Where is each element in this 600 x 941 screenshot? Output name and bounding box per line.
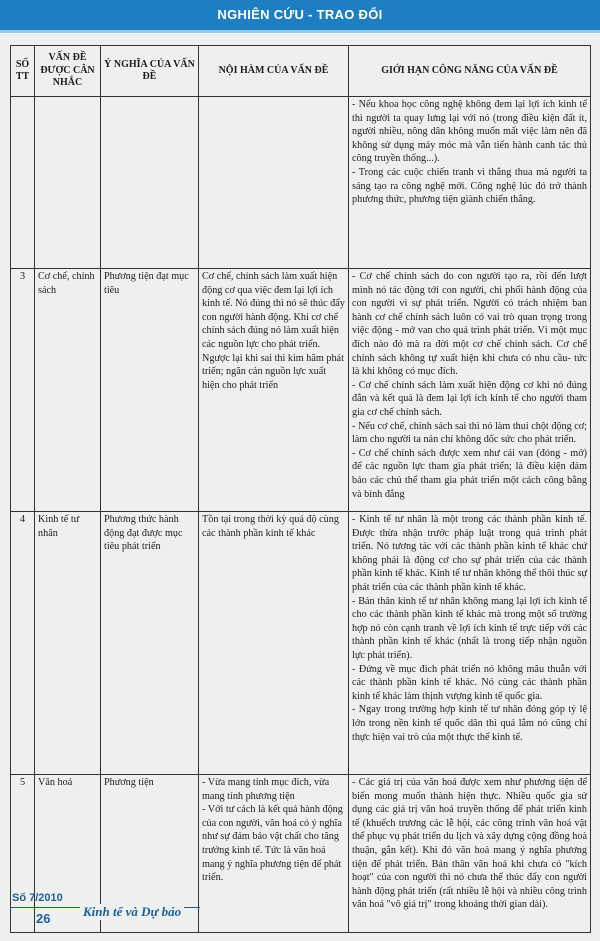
cell-issue: Cơ chế, chính sách	[35, 269, 101, 512]
limit-paragraph: - Cơ chế chính sách được xem như cái van (đóng - mở) để các nguồn lực tham gia phát triển; là điều kiện đảm bảo các chủ thể tham gia phát triển một cách công bằng và bình đẳng	[352, 447, 587, 500]
cell-number: 4	[11, 512, 35, 775]
table-row	[11, 269, 591, 512]
content-line: - Với tư cách là kết quả hành động của con người, văn hoá có ý nghĩa như sự đảm bảo vật chất cho tăng trưởng kinh tế. Tức là văn hoá mang ý nghĩa phương tiện để phát triển.	[202, 804, 343, 884]
limit-paragraph: - Kinh tế tư nhân là một trong các thành phần kinh tế. Được thừa nhận trước pháp luật trong quá trình phát triển. Nó tương tác với các thành phần kinh tế khác chứ không phải là động cơ cho sự phát triển của các thành phần kinh tế khác. Kinh tế tư nhân không thể thôi thúc sự phát triển của các thành phần kinh tế khác.	[352, 514, 587, 593]
cell-limits	[349, 512, 591, 775]
cell-number: 5	[11, 775, 35, 933]
limit-paragraph: - Cơ chế chính sách do con người tạo ra, rồi đến lượt mình nó tác động tới con người, chi phối hành động của con người vì sự phát triển. Người có trách nhiệm ban hành cơ chế chính sách luôn có vai trò quan trọng trong việc động - mở van cho quá trình phát triển. Vì một mục đích nào đó mà ra đời một cơ chế chính sách. Cơ chế chính sách không tự xuất hiện khi chưa có nhu cầu- tức là khi không có mục đích.	[352, 271, 587, 378]
table-row	[11, 512, 591, 775]
limit-paragraph: - Các giá trị của văn hoá được xem như phương tiện để biến mong muốn thành hiện thực. Nhiều quốc gia sử dụng các giá trị văn hoá truyền thống để phát triển kinh tế (khuếch trương các lễ hội, các công trình văn hoá vật thể phục vụ phát triển du lịch và xây dựng cộng đồng hoà thuận, gắn kết). Khi đó văn hoá mang ý nghĩa phương tiện để phát triển. Bản thân văn hoá khi chưa có "kích hoạt" của con người thì nó chưa thể thúc đẩy con người hành động phát triển (rất nhiều lễ hội và nhiều công trình văn hoá "vô giá trị" trong khoảng thời gian dài).	[352, 777, 587, 911]
header-divider	[0, 30, 600, 33]
magazine-name: Kinh tế và Dự báo	[80, 904, 184, 920]
col-header-content: NỘI HÀM CỦA VẤN ĐỀ	[199, 46, 349, 97]
cell-meaning	[101, 97, 199, 269]
cell-content: Cơ chế, chính sách làm xuất hiện động cơ qua việc đem lại lợi ích kinh tế. Nó đúng thì nó sẽ thúc đẩy con người hành động. Khi cơ chế chính sách đúng nó làm xuất hiện các nguồn lực cho phát triển. Ngược lại khi sai thì kìm hãm phát triển; ngăn cản nguồn lực xuất hiện cho phát triển	[199, 269, 349, 512]
section-title: NGHIÊN CỨU - TRAO ĐỔI	[217, 7, 383, 22]
cell-limits	[349, 269, 591, 512]
cell-number	[11, 97, 35, 269]
cell-content: Tồn tại trong thời kỳ quá độ cùng các thành phần kinh tế khác	[199, 512, 349, 775]
cell-meaning: Phương thức hành động đạt được mục tiêu phát triển	[101, 512, 199, 775]
table-header-row	[11, 46, 591, 97]
limit-paragraph: - Cơ chế chính sách làm xuất hiện động cơ khi nó đúng đắn và kết quả là đem lại lợi ích kinh tế cho người tham gia cơ chế chính sách.	[352, 379, 587, 418]
col-header-issue: VẤN ĐỀ ĐƯỢC CÂN NHẮC	[35, 46, 101, 97]
cell-issue: Văn hoá	[35, 775, 101, 933]
section-header-bar	[0, 0, 600, 30]
cell-meaning: Phương tiện đạt mục tiêu	[101, 269, 199, 512]
cell-limits	[349, 775, 591, 933]
table-row-continued	[11, 97, 591, 269]
cell-issue	[35, 97, 101, 269]
col-header-meaning: Ý NGHĨA CỦA VẤN ĐỀ	[101, 46, 199, 97]
cell-issue: Kinh tế tư nhân	[35, 512, 101, 775]
issue-number: Số 7/2010	[12, 892, 63, 904]
cell-meaning: Phương tiện	[101, 775, 199, 933]
limit-paragraph: - Nếu cơ chế, chính sách sai thì nó làm thui chột động cơ; làm cho người ta nản chí không dốc sức cho phát triển.	[352, 420, 587, 446]
cell-content	[199, 97, 349, 269]
col-header-number: SỐ TT	[11, 46, 35, 97]
limit-paragraph: - Bản thân kinh tế tư nhân không mang lại lợi ích kinh tế cho các thành phần kinh tế khác mà trong một số trường hợp nó còn cạnh tranh về lợi ích kinh tế trực tiếp với các thành phần kinh tế khác (nhất là trong tiếp nhận nguồn lực phát triển).	[352, 595, 587, 661]
limit-paragraph: - Nếu khoa học công nghệ không đem lại lợi ích kinh tế thì người ta quay lưng lại với nó (trong điều kiện đất ít, người nhiều, nông dân không muốn mất việc làm nên đã không sử dụng máy móc mà vẫn tiến hành canh tác thủ công truyền thống...).	[352, 99, 587, 165]
col-header-limits: GIỚI HẠN CÔNG NĂNG CỦA VẤN ĐỀ	[349, 46, 591, 97]
limit-paragraph: - Trong các cuộc chiến tranh vì thắng thua mà người ta sáng tạo ra công nghệ mới. Công nghệ lúc đó trở thành phương thức, phương tiện giành chiến thắng.	[352, 166, 587, 206]
cell-limits	[349, 97, 591, 269]
cell-number: 3	[11, 269, 35, 512]
content-line: - Vừa mang tính mục đích, vừa mang tính phương tiện	[202, 777, 330, 802]
limit-paragraph: - Ngay trong trường hợp kinh tế tư nhân đóng góp tỷ lệ lớn trong nền kinh tế quốc dân thì quả lắm nó cũng chỉ thực hiện vai trò của một thực thể kinh tế.	[352, 704, 587, 743]
issues-table	[10, 45, 591, 933]
limit-paragraph: - Đứng về mục đích phát triển nó không mâu thuẫn với các thành phần kinh tế khác. Nó cùng các thành phần kinh tế khác làm thịnh vượng kinh tế quốc gia.	[352, 663, 587, 702]
cell-content	[199, 775, 349, 933]
page-number: 26	[36, 911, 51, 926]
